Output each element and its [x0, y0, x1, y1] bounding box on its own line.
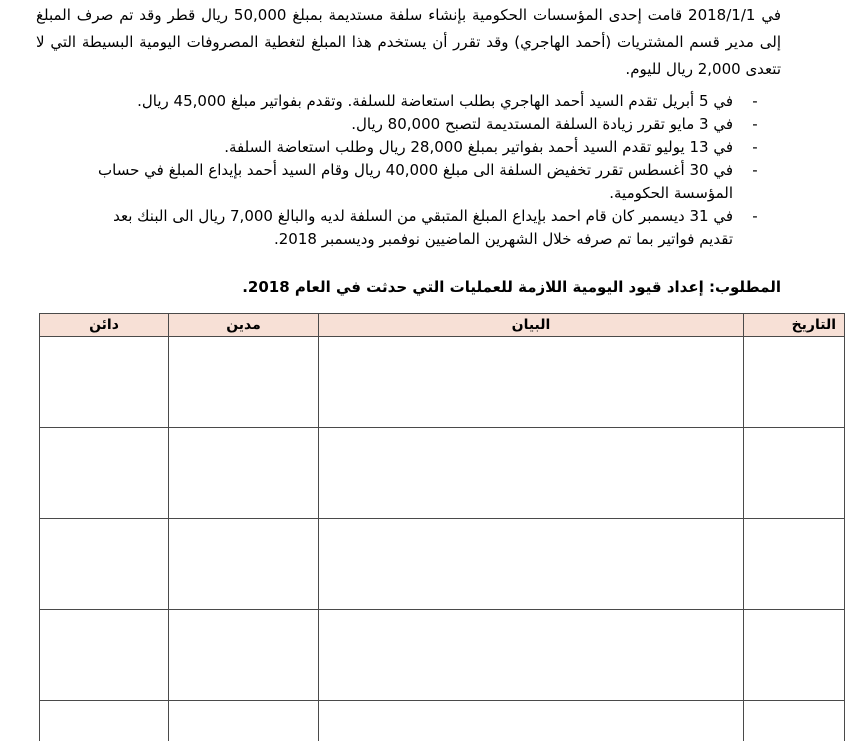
- transactions-list: [93, 90, 733, 251]
- list-item-text: في 3 مايو تقرر زيادة السلفة المستديمة لتصبح 80,000 ريال.: [351, 115, 733, 133]
- list-item: [93, 205, 733, 251]
- cell-debit[interactable]: [169, 610, 319, 701]
- cell-debit[interactable]: [169, 337, 319, 428]
- journal-table: [39, 313, 845, 741]
- table-row: [40, 337, 845, 428]
- table-row: [40, 701, 845, 741]
- cell-date[interactable]: [744, 428, 845, 519]
- table-row: [40, 610, 845, 701]
- list-item: [93, 113, 733, 136]
- cell-credit[interactable]: [40, 519, 169, 610]
- cell-debit[interactable]: [169, 701, 319, 741]
- list-item-text: في 13 يوليو تقدم السيد أحمد بفواتير بمبلغ 28,000 ريال وطلب استعاضة السلفة.: [224, 138, 733, 156]
- cell-date[interactable]: [744, 337, 845, 428]
- cell-credit[interactable]: [40, 610, 169, 701]
- cell-description[interactable]: [319, 428, 744, 519]
- header-description: البيان: [319, 314, 744, 337]
- table-header-row: [40, 314, 845, 337]
- list-item-text: في 31 ديسمبر كان قام احمد بإيداع المبلغ المتبقي من السلفة لديه والبالغ 7,000 ريال الى البنك بعد تقديم فواتير بما تم صرفه خلال الشهرين الماضيين نوفمبر وديسمبر 2018.: [113, 207, 733, 248]
- list-item: [93, 136, 733, 159]
- header-debit: مدين: [169, 314, 319, 337]
- cell-credit[interactable]: [40, 701, 169, 741]
- intro-paragraph: في 2018/1/1 قامت إحدى المؤسسات الحكومية بإنشاء سلفة مستديمة بمبلغ 50,000 ريال قطر وقد تم صرف المبلغ إلى مدير قسم المشتريات (أحمد الهاجري) وقد تقرر أن يستخدم هذا المبلغ لتغطية المصروفات اليومية البسيطة التي لا تتعدى 2,000 ريال لليوم.: [36, 2, 781, 83]
- cell-date[interactable]: [744, 701, 845, 741]
- cell-description[interactable]: [319, 701, 744, 741]
- header-date: التاريخ: [744, 314, 845, 337]
- header-credit: دائن: [40, 314, 169, 337]
- cell-credit[interactable]: [40, 428, 169, 519]
- cell-debit[interactable]: [169, 428, 319, 519]
- cell-description[interactable]: [319, 610, 744, 701]
- bullet-dash: -: [749, 113, 761, 136]
- bullet-dash: -: [749, 90, 761, 113]
- table-row: [40, 428, 845, 519]
- cell-date[interactable]: [744, 519, 845, 610]
- list-item-text: في 5 أبريل تقدم السيد أحمد الهاجري بطلب استعاضة للسلفة. وتقدم بفواتير مبلغ 45,000 ريال.: [137, 92, 733, 110]
- bullet-dash: -: [749, 136, 761, 159]
- bullet-dash: -: [749, 205, 761, 228]
- required-heading: المطلوب: إعداد قيود اليومية اللازمة للعمليات التي حدثت في العام 2018.: [36, 276, 781, 298]
- list-item-text: في 30 أغسطس تقرر تخفيض السلفة الى مبلغ 40,000 ريال وقام السيد أحمد بإيداع المبلغ في حساب المؤسسة الحكومية.: [98, 161, 733, 202]
- bullet-dash: -: [749, 159, 761, 182]
- cell-debit[interactable]: [169, 519, 319, 610]
- cell-description[interactable]: [319, 337, 744, 428]
- list-item: [93, 90, 733, 113]
- list-item: [93, 159, 733, 205]
- table-row: [40, 519, 845, 610]
- cell-date[interactable]: [744, 610, 845, 701]
- cell-description[interactable]: [319, 519, 744, 610]
- cell-credit[interactable]: [40, 337, 169, 428]
